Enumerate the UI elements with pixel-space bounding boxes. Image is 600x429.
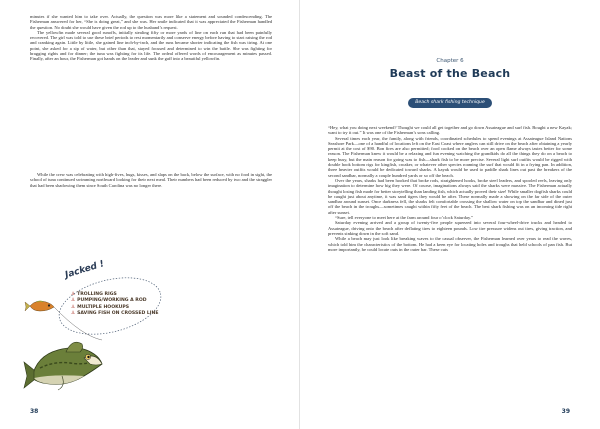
left-bottom-text [30, 172, 272, 188]
left-top-text [30, 14, 272, 62]
paragraph: The yellowfin made several good runoffs, initially stealing fifty or more yards of line on each run that had been painfully recovered. The girl was told to use these brief periods to rest momentarily and conserve energy before having to start raising the rod and cranking again. Little by little, she gained line inch-by-inch, and the runs became shorter indicating the fish was tiring. At one point, she asked for a sip of water, but other than that, stayed focused and determined to win the battle. She was fighting for bragging rights and for dinner; the tuna was fighting for its life. The ordeal offered words of encouragement as minutes passed. Finally, after an hour, the Fisherman got hands on the leader and sunk the gaff into a beautiful yellowfin. [30, 29, 272, 62]
right-page [300, 0, 600, 429]
anchor-icon: ⚓ [71, 292, 76, 297]
list-item-label: SAVING FISH ON CROSSED LINE [77, 311, 159, 317]
paragraph: Saturday evening arrived and a group of twenty-five people squeezed into several four-wheel-drive trucks and headed to Assateague, driving onto the beach after deflating tires to eighteen pounds. Low tire pressure widens out tires, giving traction, and prevents sinking down in the soft sand. [328, 220, 572, 236]
chapter-subtitle-badge: Beach shark fishing technique [408, 98, 492, 108]
jacked-illustration [22, 259, 162, 406]
paragraph: Over the years, sharks had been hooked that broke rods, straightened hooks, broke steel leaders, and spooled reels, leaving only imagination to determine how big they were. Of course, imaginations always said the sharks were massive. The Fisherman actually thought losing fish made for better storytelling than landing fish, which actually proved their size! While smaller dogfish sharks could be caught just about anytime, it was sand tigers they would be after. These normally made a showing on the far side of the outer sandbar around sunset. Once darkness fell, the sharks felt comfortable crossing the shallow water on top the sandbar and dined just off the beach in the troughs—sometimes caught within fifty feet of the beach. The best shark fishing was on an incoming tide right after sunset. [328, 177, 572, 215]
list-item [71, 311, 159, 317]
paragraph: “Hey, what you doing next weekend? Thought we could all get together and go down Assateague and surf fish. Bought a new Kayak; want to try it out.” It was one of the Fisherman’s sons calling. [328, 125, 572, 136]
page-number: 38 [30, 408, 39, 415]
paragraph: While a beach may just look like breaking waves to the casual observer, the Fisherman learned over years to read the waves, which told him the characteristics of the bottom. He had a keen eye for locating holes and troughs that held schools of pan fish. But more importantly, he could locate outs in the outer bar. These cuts [328, 236, 572, 252]
fish-lure-drawing [22, 266, 162, 406]
anchor-icon: ⚓ [71, 304, 76, 310]
anchor-icon: ⚓ [71, 298, 76, 304]
illustration-title: Jacked ! [64, 259, 106, 281]
paragraph: Several times each year, the family, along with friends, coordinated schedules to spend evenings at Assateague Island Nations Seashore Park—one of a handful of locations left on the East Coast where anglers can still drive on the beach after obtaining a yearly permit at the cost of $90. Bon fires are also permitted; food cooked on the beach over an open flame always tastes better for some reason. The Fisherman knew it would be a relaxing and fun evening watching the grandkids do all the things they do on a beach to keep busy, but the main reason for going was to fish—shark fish to be more precise. Several light surf outfits would be rigged with double hook bottom rigs for kingfish, croaker, or whatever other species roaming the surf that would fit in a frying pan. In addition, three heavier outfits would be dedicated toward sharks. A kayak would be used to paddle shark lines out past the breakers of the second sandbar, normally a couple hundred yards or so off the beach. [328, 135, 572, 178]
list-item-label: TROLLING RIGS [77, 292, 117, 297]
lure-icon [25, 301, 54, 311]
paragraph: “Sure, tell everyone to meet here at the farm around four o’clock Saturday.” [335, 215, 474, 221]
chapter-title: Beast of the Beach [389, 67, 511, 80]
list-item-label: MULTIPLE HOOKUPS [77, 304, 130, 310]
page-number: 39 [561, 408, 570, 415]
chapter-label: Chapter 6 [436, 58, 464, 64]
list-item-label: PUMPING/WORKING A ROD [77, 298, 147, 304]
bass-fish-icon [24, 342, 102, 390]
anchor-icon: ⚓ [71, 311, 76, 317]
right-body-text [328, 125, 572, 252]
paragraph: minutes if she wanted him to take over. Actually, the question was more like a statement and sounded condescending. The Fisherman answered for her, “She is doing great,” and she was. Her smile indicated that it was appreciated the Fisherman handled the question. No doubt she would have given the rod up to the husband’s request. [30, 14, 272, 30]
paragraph: While the crew was celebrating with high-fives, hugs, kisses, and slaps on the back, below the surface, with no food in sight, the school of tuna continued swimming northward looking for their next meal. Their numbers had been reduced by two and the straggler that had been shadowing them since South Carolina was no longer there. [30, 172, 272, 188]
illustration-list [71, 292, 159, 318]
